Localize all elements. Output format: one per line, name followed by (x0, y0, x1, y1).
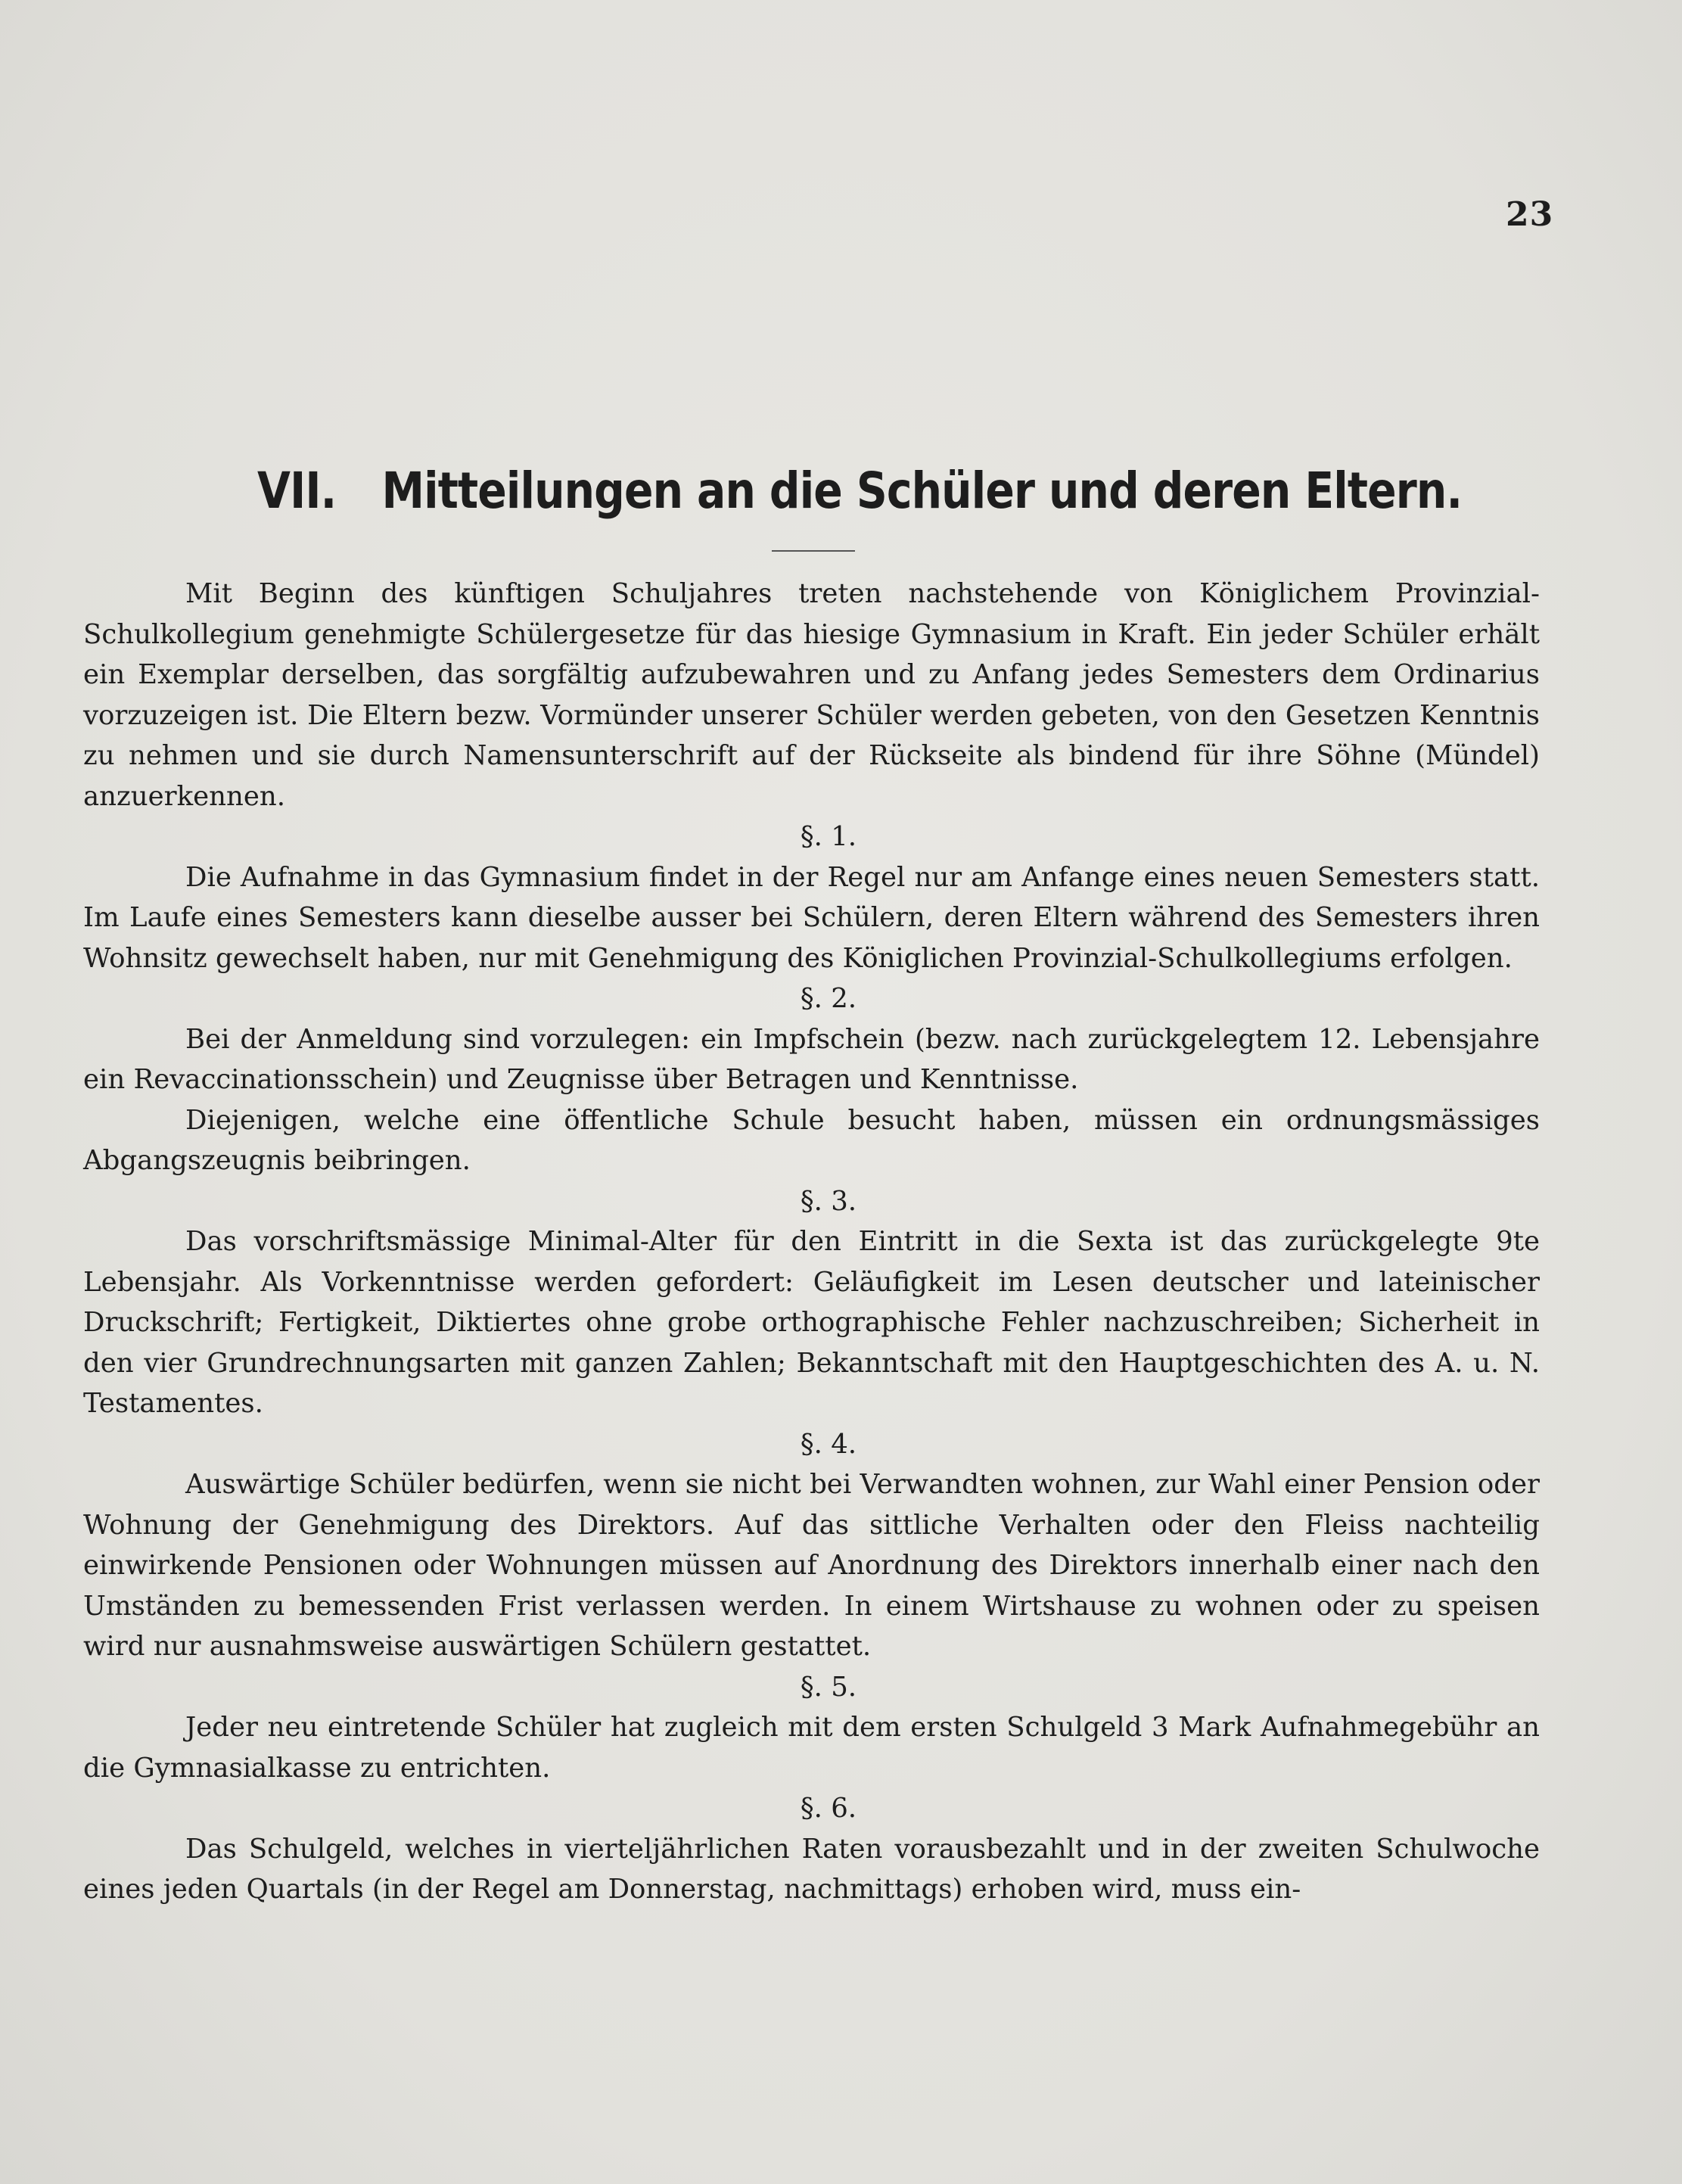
body-text (83, 574, 1540, 1910)
section-paragraph: Das vorschriftsmässige Minimal-Alter für den Eintritt in die Sexta ist das zurückgelegte 9te Lebensjahr. Als Vorkenntnisse werden gefordert: Geläufigkeit im Lesen deutscher und lateinischer Druckschrift; Fertigkeit, Diktiertes ohne grobe orthographische Fehler nachzuschreiben; Sicherheit in den vier Grundrechnungsarten mit ganzen Zahlen; Bekanntschaft mit den Hauptgeschichten des A. u. N. Testamentes. (83, 1226, 1540, 1419)
section-label: §. 3. (800, 1185, 857, 1217)
section-paragraph: Jeder neu eintretende Schüler hat zugleich mit dem ersten Schulgeld 3 Mark Aufnahmegebühr an die Gymnasialkasse zu entrichten. (83, 1712, 1540, 1784)
heading-divider (772, 550, 855, 552)
section-label: §. 1. (800, 821, 857, 852)
section-paragraph: Diejenigen, welche eine öffentliche Schule besucht haben, müssen ein ordnungsmässiges Abgangszeugnis beibringen. (83, 1104, 1540, 1176)
section-label: §. 4. (800, 1428, 857, 1460)
chapter-heading (257, 462, 1463, 520)
section-paragraph: Bei der Anmeldung sind vorzulegen: ein Impfschein (bezw. nach zurückgelegtem 12. Lebensjahre ein Revaccinationsschein) und Zeugnisse über Betragen und Kenntnisse. (83, 1023, 1540, 1095)
chapter-title: Mitteilungen an die Schüler und deren Eltern. (381, 462, 1463, 520)
chapter-number: VII. (257, 462, 337, 520)
intro-paragraph: Mit Beginn des künftigen Schuljahres treten nachstehende von Königlichem Provinzial-Schulkollegium genehmigte Schülergesetze für das hiesige Gymnasium in Kraft. Ein jeder Schüler erhält ein Exemplar derselben, das sorgfältig aufzubewahren und zu Anfang jedes Semesters dem Ordinarius vorzuzeigen ist. Die Eltern bezw. Vormünder unserer Schüler werden gebeten, von den Gesetzen Kenntnis zu nehmen und sie durch Namensunterschrift auf der Rückseite als bindend für ihre Söhne (Mündel) anzuerkennen. (83, 578, 1540, 812)
section-paragraph: Auswärtige Schüler bedürfen, wenn sie nicht bei Verwandten wohnen, zur Wahl einer Pension oder Wohnung der Genehmigung des Direktors. Auf das sittliche Verhalten oder den Fleiss nachteilig einwirkende Pensionen oder Wohnungen müssen auf Anordnung des Direktors innerhalb einer nach den Umständen zu bemessenden Frist verlassen werden. In einem Wirtshause zu wohnen oder zu speisen wird nur ausnahmsweise auswärtigen Schülern gestattet. (83, 1469, 1541, 1662)
section-paragraph: Das Schulgeld, welches in vierteljährlichen Raten vorausbezahlt und in der zweiten Schulwoche eines jeden Quartals (in der Regel am Donnerstag, nachmittags) erhoben wird, muss ein- (83, 1833, 1540, 1905)
section-label: §. 2. (800, 983, 857, 1014)
section-paragraph: Die Aufnahme in das Gymnasium findet in der Regel nur am Anfange eines neuen Semesters statt. Im Laufe eines Semesters kann dieselbe ausser bei Schülern, deren Eltern während des Semesters ihren Wohnsitz gewechselt haben, nur mit Genehmigung des Königlichen Provinzial-Schulkollegiums erfolgen. (83, 861, 1540, 974)
page-number: 23 (1506, 195, 1554, 234)
section-label: §. 6. (800, 1793, 857, 1824)
section-label: §. 5. (800, 1671, 857, 1703)
